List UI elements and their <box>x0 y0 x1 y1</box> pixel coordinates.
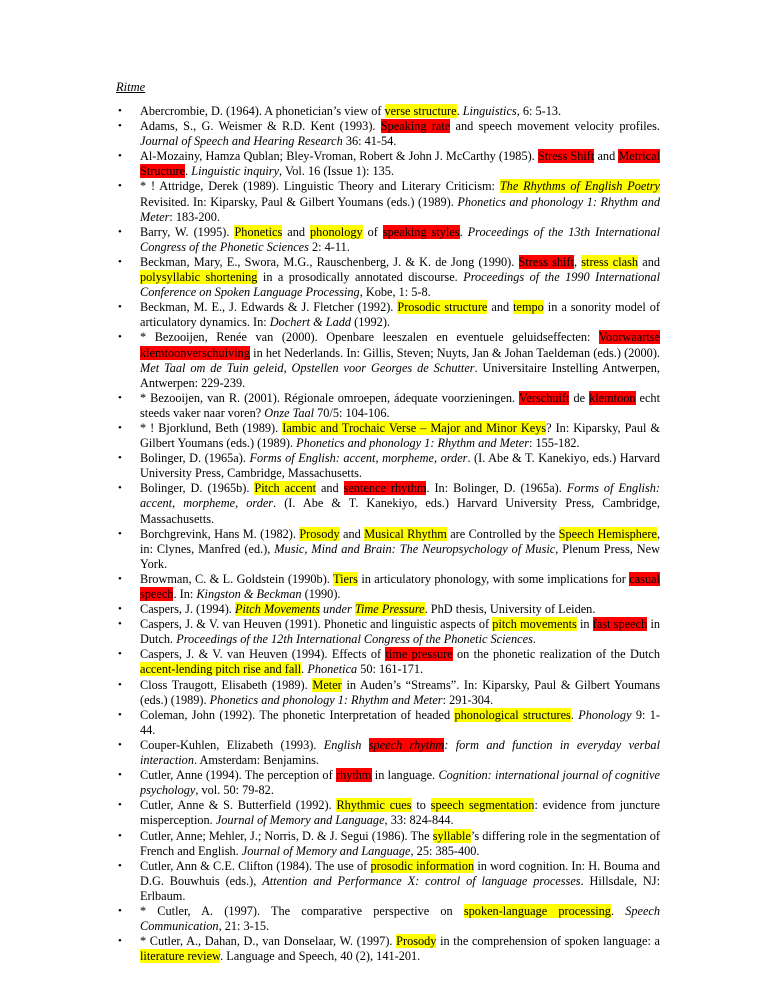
reference-text: , <box>573 254 582 269</box>
highlight-red: Stress Shift <box>537 149 595 164</box>
reference-item <box>140 708 660 738</box>
reference-text: . <box>532 632 536 647</box>
highlight-red: speech rhythm <box>368 737 445 752</box>
reference-text: in Auden’s “Streams”. In: Kiparsky, Paul & Gilbert Youmans (eds.) (1989). <box>140 677 661 707</box>
reference-text: and <box>316 481 344 496</box>
reference-item <box>140 904 660 934</box>
reference-text: in Dutch. <box>140 617 661 647</box>
highlight-yellow: stress clash <box>581 254 639 269</box>
highlight-red: Voorwaartse klemtoonverschuiving <box>140 330 660 360</box>
highlight-yellow: prosodic information <box>370 858 475 873</box>
reference-text: and <box>339 526 365 541</box>
reference-text: . PhD thesis, University of Leiden. <box>424 602 596 617</box>
highlight-yellow: accent-lending pitch rise and fall <box>140 662 302 677</box>
reference-text: Speech Communication <box>140 903 661 934</box>
highlight-yellow: polysyllabic shortening <box>140 270 258 285</box>
highlight-red: sentence rhythm <box>343 481 427 496</box>
reference-text: in language. <box>371 768 439 783</box>
reference-text: Cutler, Anne & S. Butterfield (1992). <box>140 798 337 813</box>
reference-text: Adams, S., G. Weismer & R.D. Kent (1993). <box>140 119 381 134</box>
reference-text: Proceedings of the 1990 International Conference on Spoken Language Processing <box>140 270 660 300</box>
highlight-yellow: pitch movements <box>492 617 577 632</box>
reference-text: Linguistics <box>462 104 517 118</box>
reference-text: , in: Clynes, Manfred (ed.), <box>140 526 661 556</box>
reference-item <box>140 617 660 647</box>
highlight-yellow: spoken-language processing <box>463 903 611 918</box>
reference-text: Met Taal om de Tuin geleid, Opstellen voor Georges de Schutter <box>140 360 475 375</box>
reference-text: Journal of Memory and Language <box>215 813 385 828</box>
highlight-red: Stress shift <box>518 254 574 269</box>
reference-item <box>140 149 660 179</box>
reference-text: * ! Bjorklund, Beth (1989). <box>140 420 283 435</box>
reference-item <box>140 572 660 602</box>
reference-text: . <box>456 104 463 118</box>
highlight-yellow: Time Pressure <box>354 602 425 617</box>
reference-item <box>140 798 660 828</box>
reference-text: 70/5: 104-106. <box>314 405 390 420</box>
reference-text: Phonology <box>578 707 632 722</box>
reference-text: Music, Mind and Brain: The Neuropsychology of Music <box>274 541 556 556</box>
reference-item <box>140 421 660 451</box>
reference-text: . <box>459 224 468 239</box>
highlight-yellow: Prosody <box>396 934 437 949</box>
highlight-red: klemtoon <box>589 390 636 405</box>
highlight-yellow: syllable <box>432 828 471 843</box>
reference-text: in the comprehension of spoken language: a <box>436 934 660 949</box>
highlight-yellow: The Rhythms of English Poetry <box>499 179 661 194</box>
reference-text: . Amsterdam: Benjamins. <box>193 753 319 768</box>
reference-item <box>140 225 660 255</box>
reference-text: : form and function in everyday verbal interaction <box>140 737 660 768</box>
reference-text: to <box>411 798 431 813</box>
highlight-yellow: literature review <box>140 949 221 964</box>
reference-text: in het Nederlands. In: Gillis, Steven; Nuyts, Jan & Johan Taeldeman (eds.) (2000). <box>249 345 660 360</box>
reference-text: Onze Taal <box>264 405 315 420</box>
highlight-yellow: speech segmentation <box>430 798 535 813</box>
reference-text: , Kobe, 1: 5-8. <box>359 285 431 300</box>
reference-text: de <box>569 390 590 405</box>
highlight-red: time pressure <box>385 647 453 662</box>
reference-text: (1990). <box>301 587 341 601</box>
reference-item <box>140 481 660 526</box>
highlight-red: Verschuift <box>518 390 570 405</box>
reference-item <box>140 391 660 421</box>
reference-text: 50: 161-171. <box>357 662 424 677</box>
reference-text: 9: 1-44. <box>140 707 661 737</box>
reference-text: Phonetica <box>307 662 358 677</box>
reference-text: , vol. 50: 79-82. <box>195 783 274 798</box>
highlight-yellow: Prosodic structure <box>397 300 488 315</box>
reference-text: Abercrombie, D. (1964). A phonetician’s view of <box>140 104 385 118</box>
reference-text: (1992). <box>351 315 390 330</box>
reference-text: Journal of Speech and Hearing Research <box>140 134 343 149</box>
reference-text: * Bezooijen, Renée van (2000). Openbare leeszalen en eventuele geluidseffecten: <box>140 330 599 345</box>
highlight-red: Metrical Structure <box>140 149 660 179</box>
reference-text: . <box>610 903 626 918</box>
reference-text: . Universitaire Instelling Antwerpen, Antwerpen: 229-239. <box>140 360 661 390</box>
highlight-yellow: tempo <box>513 300 544 315</box>
reference-text: Coleman, John (1992). The phonetic Interpretation of headed <box>140 707 455 722</box>
reference-text: . Language and Speech, 40 (2), 141-201. <box>220 949 421 964</box>
reference-text: 2: 4-11. <box>308 239 350 254</box>
reference-item <box>140 179 660 224</box>
reference-item <box>140 647 660 677</box>
reference-text: Barry, W. (1995). <box>140 224 235 239</box>
reference-text: Forms of English: accent, morpheme, order <box>140 481 660 511</box>
highlight-yellow: verse structure <box>384 104 457 118</box>
highlight-yellow: Pitch accent <box>254 481 317 496</box>
reference-text: Cutler, Ann & C.E. Clifton (1984). The use of <box>140 858 371 873</box>
reference-text: Proceedings of the 12th International Congress of the Phonetic Sciences <box>176 632 533 647</box>
reference-text: Al-Mozainy, Hamza Qublan; Bley-Vroman, Robert & John J. McCarthy (1985). <box>140 149 538 164</box>
reference-item <box>140 300 660 330</box>
reference-text: Cognition: international journal of cognitive psychology <box>140 768 660 798</box>
reference-text: . (I. Abe & T. Kanekiyo, eds.) Harvard University Press, Cambridge, Massachusetts. <box>140 496 660 526</box>
reference-text: Forms of English: accent, morpheme, order <box>249 451 468 466</box>
reference-text: Attention and Performance X: control of language processes <box>262 873 581 888</box>
reference-text: Phonetics and phonology 1: Rhythm and Meter <box>296 436 530 451</box>
reference-text: . In: Bolinger, D. (1965a). <box>426 481 567 496</box>
highlight-yellow: Pitch Movements <box>234 602 320 617</box>
reference-text: Browman, C. & L. Goldstein (1990b). <box>140 571 334 586</box>
reference-text: ’s differing role in the segmentation of French and English. <box>140 828 660 858</box>
reference-text: , Plenum Press, New York. <box>140 541 660 571</box>
highlight-red: rhythm <box>335 768 372 783</box>
highlight-yellow: Prosody <box>299 526 340 541</box>
reference-item <box>140 859 660 904</box>
reference-text: Borchgrevink, Hans M. (1982). <box>140 526 300 541</box>
reference-text: echt steeds vaker naar voren? <box>140 390 660 420</box>
reference-text: in a prosodically annotated discourse. <box>257 270 464 285</box>
reference-text: ? In: Kiparsky, Paul & Gilbert Youmans (eds.) (1989). <box>140 420 660 451</box>
reference-text: Dochert & Ladd <box>269 315 352 330</box>
reference-text: and <box>487 300 514 315</box>
reference-text: . <box>185 164 192 179</box>
reference-text: in a sonority model of articulatory dynamics. In: <box>140 300 660 330</box>
reference-text: , 21: 3-15. <box>218 919 270 934</box>
reference-text: . (I. Abe & T. Kanekiyo, eds.) Harvard University Press, Cambridge, Massachusetts. <box>140 451 661 481</box>
reference-text: : evidence from juncture misperception. <box>140 798 661 828</box>
reference-text: Linguistic inquiry <box>191 164 280 179</box>
reference-item <box>140 330 660 390</box>
reference-text: * Cutler, A., Dahan, D., van Donselaar, W. (1997). <box>140 934 397 949</box>
reference-text: on the phonetic realization of the Dutch <box>452 647 661 662</box>
highlight-yellow: Iambic and Trochaic Verse – Major and Minor Keys <box>282 420 547 435</box>
reference-text: Closs Traugott, Elisabeth (1989). <box>140 677 313 692</box>
reference-text: * ! Attridge, Derek (1989). Linguistic Theory and Literary Criticism: <box>140 179 500 194</box>
reference-text: Bolinger, D. (1965b). <box>140 481 255 496</box>
highlight-yellow: Meter <box>312 677 342 692</box>
reference-text: , 25: 385-400. <box>410 843 480 858</box>
reference-item <box>140 678 660 708</box>
highlight-red: casual speech <box>140 571 660 601</box>
reference-text: Beckman, Mary, E., Swora, M.G., Rauschenberg, J. & K. de Jong (1990). <box>140 254 519 269</box>
reference-text: * Cutler, A. (1997). The comparative perspective on <box>140 903 464 918</box>
reference-text: and <box>282 224 311 239</box>
reference-item <box>140 602 660 617</box>
reference-item <box>140 527 660 572</box>
reference-text: Caspers, J. & V. van Heuven (1991). Phonetic and linguistic aspects of <box>140 617 493 632</box>
reference-text: : 291-304. <box>442 692 494 707</box>
highlight-yellow: Musical Rhythm <box>364 526 447 541</box>
reference-text: Cutler, Anne; Mehler, J.; Norris, D. & J. Segui (1986). The <box>140 828 433 843</box>
reference-text: . <box>301 662 308 677</box>
highlight-yellow: phonological structures <box>454 707 571 722</box>
highlight-yellow: Tiers <box>333 571 358 586</box>
reference-text: under <box>319 602 355 617</box>
reference-text: Proceedings of the 13th International Congress of the Phonetic Sciences <box>140 224 661 254</box>
highlight-yellow: Speech Hemisphere <box>558 526 657 541</box>
reference-text: . In: <box>173 587 197 601</box>
highlight-red: fast speech <box>592 617 648 632</box>
reference-text: * Bezooijen, van R. (2001). Régionale omroepen, ádequate voorzieningen. <box>140 390 519 405</box>
reference-text: , 33: 824-844. <box>384 813 454 828</box>
reference-text: and <box>638 254 660 269</box>
highlight-red: speaking styles <box>382 224 460 239</box>
reference-item <box>140 934 660 964</box>
reference-item <box>140 255 660 300</box>
reference-text: Caspers, J. & V. van Heuven (1994). Effects of <box>140 647 386 662</box>
reference-text: Couper-Kuhlen, Elizabeth (1993). <box>140 737 324 752</box>
reference-item <box>140 119 660 149</box>
reference-text: Phonetics and phonology 1: Rhythm and Meter <box>140 194 660 224</box>
reference-text: in articulatory phonology, with some implications for <box>357 571 630 586</box>
reference-text: are Controlled by the <box>446 526 559 541</box>
reference-item <box>140 104 660 119</box>
reference-text: , 6: 5-13. <box>516 104 562 118</box>
highlight-yellow: Phonetics <box>234 224 283 239</box>
reference-text: in <box>576 617 593 632</box>
reference-text: English <box>323 737 369 752</box>
reference-text: . Hillsdale, NJ: Erlbaum. <box>140 873 660 903</box>
reference-item <box>140 829 660 859</box>
reference-text: . <box>570 707 579 722</box>
reference-text: Cutler, Anne (1994). The perception of <box>140 768 336 783</box>
reference-text: of <box>362 224 383 239</box>
reference-text: : 183-200. <box>169 209 220 224</box>
reference-text: 36: 41-54. <box>342 134 397 149</box>
reference-list <box>140 104 660 964</box>
reference-text: Bolinger, D. (1965a). <box>140 451 250 466</box>
reference-text: Beckman, M. E., J. Edwards & J. Fletcher (1992). <box>140 300 398 315</box>
reference-item <box>140 738 660 768</box>
reference-text: and speech movement velocity profiles. <box>450 119 660 134</box>
reference-text: Phonetics and phonology 1: Rhythm and Meter <box>209 692 443 707</box>
reference-text: Journal of Memory and Language <box>241 843 411 858</box>
section-heading: Ritme <box>116 80 146 94</box>
reference-text: , Vol. 16 (Issue 1): 135. <box>279 164 395 179</box>
highlight-yellow: phonology <box>310 224 363 239</box>
reference-text: and <box>594 149 619 164</box>
reference-item <box>140 768 660 798</box>
reference-text: : 155-182. <box>529 436 580 451</box>
reference-text: Revisited. In: Kiparsky, Paul & Gilbert Youmans (eds.) (1989). <box>140 194 458 209</box>
highlight-yellow: Rhythmic cues <box>336 798 412 813</box>
highlight-red: Speaking rate <box>380 119 451 134</box>
reference-item <box>140 451 660 481</box>
reference-text: in word cognition. In: H. Bouma and D.G. Bouwhuis (eds.), <box>140 858 660 888</box>
reference-text: Caspers, J. (1994). <box>140 602 235 617</box>
reference-text: Kingston & Beckman <box>196 587 302 601</box>
